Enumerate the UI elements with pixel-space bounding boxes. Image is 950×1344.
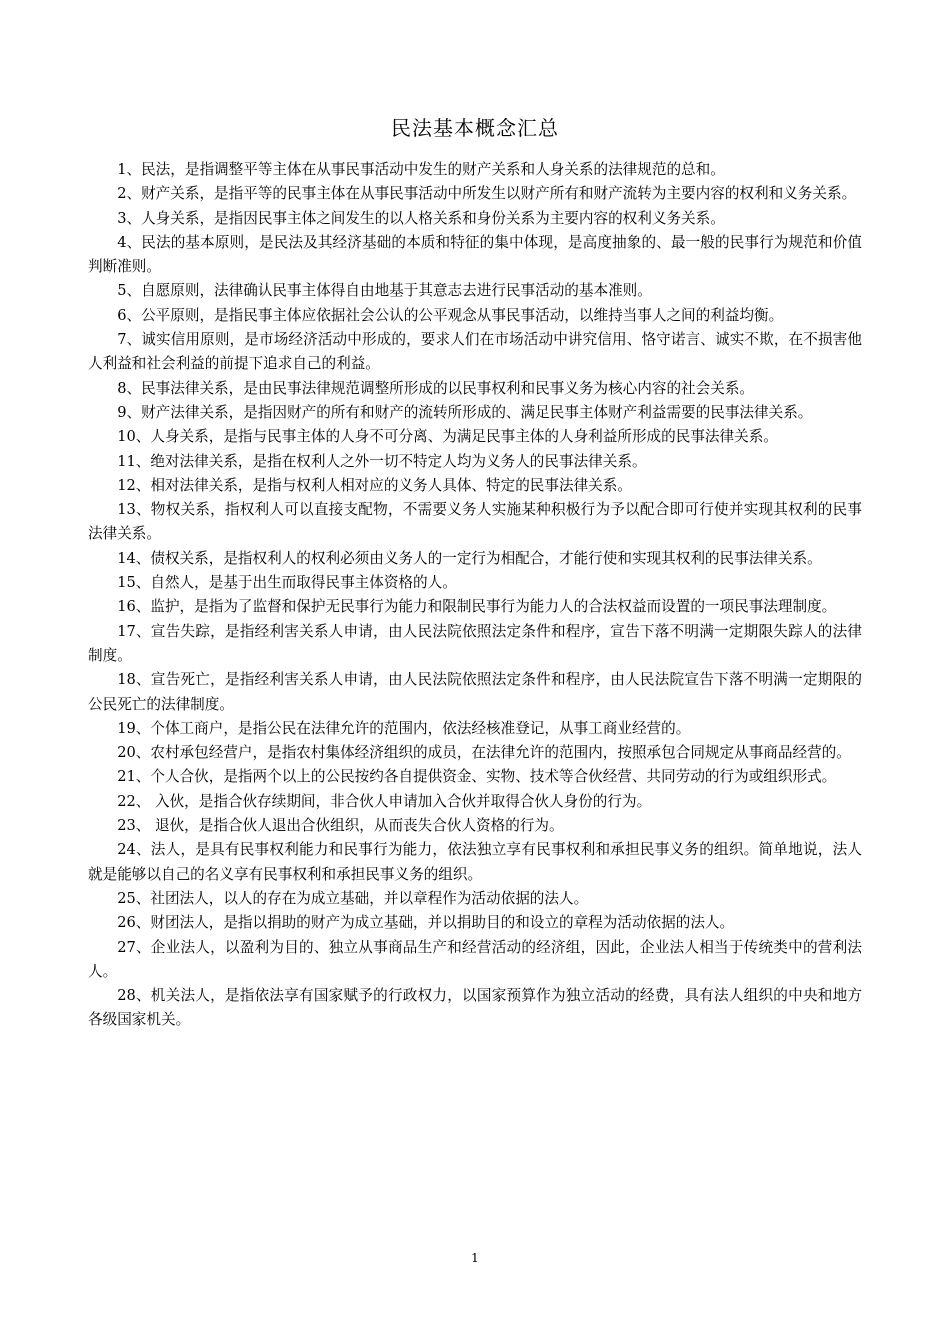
paragraph-24: 24、法人，是具有民事权利能力和民事行为能力，依法独立享有民事权利和承担民事义务的组织。简单地说，法人就是能够以自己的名义享有民事权利和承担民事义务的组织。 <box>88 841 862 883</box>
paragraph-19: 19、个体工商户，是指公民在法律允许的范围内，依法经核准登记，从事工商业经营的。 <box>117 719 691 737</box>
paragraph-27: 27、企业法人，以盈利为目的、独立从事商品生产和经营活动的经济组，因此，企业法人相当于传统类中的营利法人。 <box>88 938 862 980</box>
paragraph-26: 26、财团法人，是指以捐助的财产为成立基础，并以捐助目的和设立的章程为活动依据的法人。 <box>117 914 735 932</box>
paragraph-22: 22、 入伙，是指合伙存续期间，非合伙人申请加入合伙并取得合伙人身份的行为。 <box>117 792 652 810</box>
paragraph-2: 2、财产关系，是指平等的民事主体在从事民事活动中所发生以财产所有和财产流转为主要内容的权利和义务关系。 <box>117 185 857 203</box>
paragraph-1: 1、民法，是指调整平等主体在从事民事活动中发生的财产关系和人身关系的法律规范的总和。 <box>117 161 725 178</box>
paragraph-5: 5、自愿原则，法律确认民事主体得自由地基于其意志去进行民事活动的基本准则。 <box>117 282 652 300</box>
document-body <box>88 158 862 1033</box>
paragraph-4: 4、民法的基本原则，是民法及其经济基础的本质和特征的集中体现，是高度抽象的、最一般的民事行为规范和价值判断准则。 <box>88 233 862 276</box>
paragraph-18: 18、宣告死亡，是指经利害关系人申请，由人民法院依照法定条件和程序，由人民法院宣告下落不明满一定期限的公民死亡的法律制度。 <box>88 671 862 713</box>
paragraph-7: 7、诚实信用原则，是市场经济活动中形成的，要求人们在市场活动中讲究信用、恪守诺言、诚实不欺，在不损害他人利益和社会利益的前提下追求自己的利益。 <box>88 331 862 373</box>
paragraph-13: 13、物权关系，指权利人可以直接支配物，不需要义务人实施某种积极行为予以配合即可行使并实现其权利的民事法律关系。 <box>88 501 862 543</box>
paragraph-8: 8、民事法律关系，是由民事法律规范调整所形成的以民事权利和民事义务为核心内容的社会关系。 <box>117 379 755 397</box>
paragraph-12: 12、相对法律关系，是指与权利人相对应的义务人具体、特定的民事法律关系。 <box>117 476 632 494</box>
paragraph-9: 9、财产法律关系，是指因财产的所有和财产的流转所形成的、满足民事主体财产利益需要的民事法律关系。 <box>117 403 813 421</box>
paragraph-20: 20、农村承包经营户，是指农村集体经济组织的成员，在法律允许的范围内，按照承包合同规定从事商品经营的。 <box>117 744 851 762</box>
paragraph-28: 28、机关法人，是指依法享有国家赋予的行政权力，以国家预算作为独立活动的经费，具有法人组织的中央和地方各级国家机关。 <box>88 987 862 1029</box>
paragraph-3: 3、人身关系，是指因民事主体之间发生的以人格关系和身份关系为主要内容的权利义务关系。 <box>117 209 725 227</box>
document-title: 民法基本概念汇总 <box>391 116 559 140</box>
paragraph-21: 21、个人合伙，是指两个以上的公民按约各自提供资金、实物、技术等合伙经营、共同劳动的行为或组织形式。 <box>117 768 837 786</box>
paragraph-11: 11、绝对法律关系，是指在权利人之外一切不特定人均为义务人的民事法律关系。 <box>117 452 647 470</box>
paragraph-17: 17、宣告失踪，是指经利害关系人申请，由人民法院依照法定条件和程序，宣告下落不明满一定期限失踪人的法律制度。 <box>88 622 862 664</box>
paragraph-16: 16、监护，是指为了监督和保护无民事行为能力和限制民事行为能力人的合法权益而设置的一项民事法理制度。 <box>117 598 837 616</box>
paragraph-14: 14、债权关系，是指权利人的权利必须由义务人的一定行为相配合，才能行使和实现其权利的民事法律关系。 <box>117 549 822 567</box>
paragraph-15: 15、自然人，是基于出生而取得民事主体资格的人。 <box>117 574 457 592</box>
paragraph-6: 6、公平原则，是指民事主体应依据社会公认的公平观念从事民事活动，以维持当事人之间的利益均衡。 <box>117 306 784 324</box>
page-number: 1 <box>471 1251 479 1265</box>
paragraph-23: 23、 退伙，是指合伙人退出合伙组织，从而丧失合伙人资格的行为。 <box>117 817 564 835</box>
paragraph-10: 10、人身关系，是指与民事主体的人身不可分离、为满足民事主体的人身利益所形成的民事法律关系。 <box>117 428 778 446</box>
paragraph-25: 25、社团法人，以人的存在为成立基础，并以章程作为活动依据的法人。 <box>117 889 589 907</box>
